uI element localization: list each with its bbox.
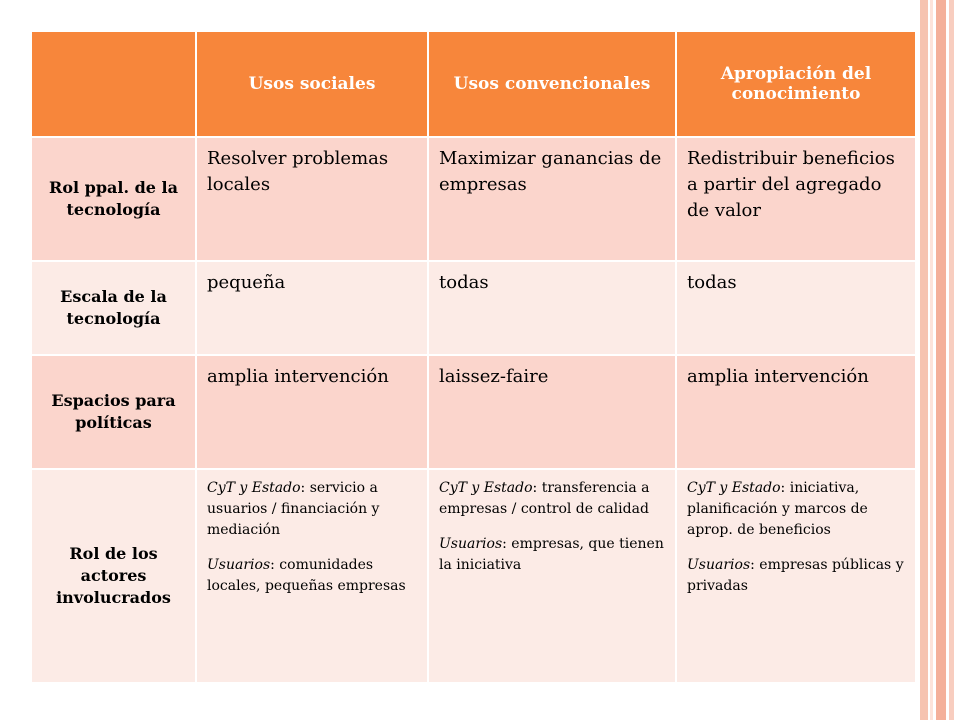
cyt-paragraph	[439, 478, 665, 520]
table-row	[31, 469, 916, 683]
users-paragraph	[687, 555, 905, 597]
table-row	[31, 261, 916, 355]
table-cell: todas	[428, 261, 676, 355]
header-apropiacion: Apropiación del conocimiento	[676, 31, 916, 137]
table-cell: todas	[676, 261, 916, 355]
header-usos-convencionales: Usos convencionales	[428, 31, 676, 137]
table-cell: Redistribuir beneficios a partir del agregado de valor	[676, 137, 916, 261]
row-label: Espacios para políticas	[31, 355, 196, 469]
cyt-label: CyT y Estado	[687, 480, 781, 496]
row-label: Rol de los actores involucrados	[31, 469, 196, 683]
table-cell: pequeña	[196, 261, 428, 355]
cyt-text: : transferencia a empresas / control de calidad	[439, 480, 650, 517]
users-paragraph	[207, 555, 417, 597]
cyt-text: : iniciativa, planificación y marcos de aprop. de beneficios	[687, 480, 868, 538]
table-cell: amplia intervención	[676, 355, 916, 469]
table-cell: Maximizar ganancias de empresas	[428, 137, 676, 261]
cyt-text: : servicio a usuarios / financiación y mediación	[207, 480, 380, 538]
users-label: Usuarios	[207, 557, 271, 573]
cyt-label: CyT y Estado	[207, 480, 301, 496]
users-text: : empresas, que tienen la iniciativa	[439, 536, 664, 573]
row-label: Rol ppal. de la tecnología	[31, 137, 196, 261]
comparison-table	[30, 30, 917, 684]
users-label: Usuarios	[439, 536, 503, 552]
cyt-label: CyT y Estado	[439, 480, 533, 496]
table-row	[31, 355, 916, 469]
table-cell	[196, 469, 428, 683]
cyt-paragraph	[207, 478, 417, 541]
table-cell: Resolver problemas locales	[196, 137, 428, 261]
table-cell	[428, 469, 676, 683]
cyt-paragraph	[687, 478, 905, 541]
table-cell	[676, 469, 916, 683]
row-label: Escala de la tecnología	[31, 261, 196, 355]
decorative-side-stripes	[920, 0, 960, 720]
table-cell: laissez-faire	[428, 355, 676, 469]
table-cell: amplia intervención	[196, 355, 428, 469]
header-corner	[31, 31, 196, 137]
users-text: : empresas públicas y privadas	[687, 557, 904, 594]
users-text: : comunidades locales, pequeñas empresas	[207, 557, 406, 594]
table-header-row	[31, 31, 916, 137]
header-usos-sociales: Usos sociales	[196, 31, 428, 137]
users-label: Usuarios	[687, 557, 751, 573]
users-paragraph	[439, 534, 665, 576]
table-row	[31, 137, 916, 261]
